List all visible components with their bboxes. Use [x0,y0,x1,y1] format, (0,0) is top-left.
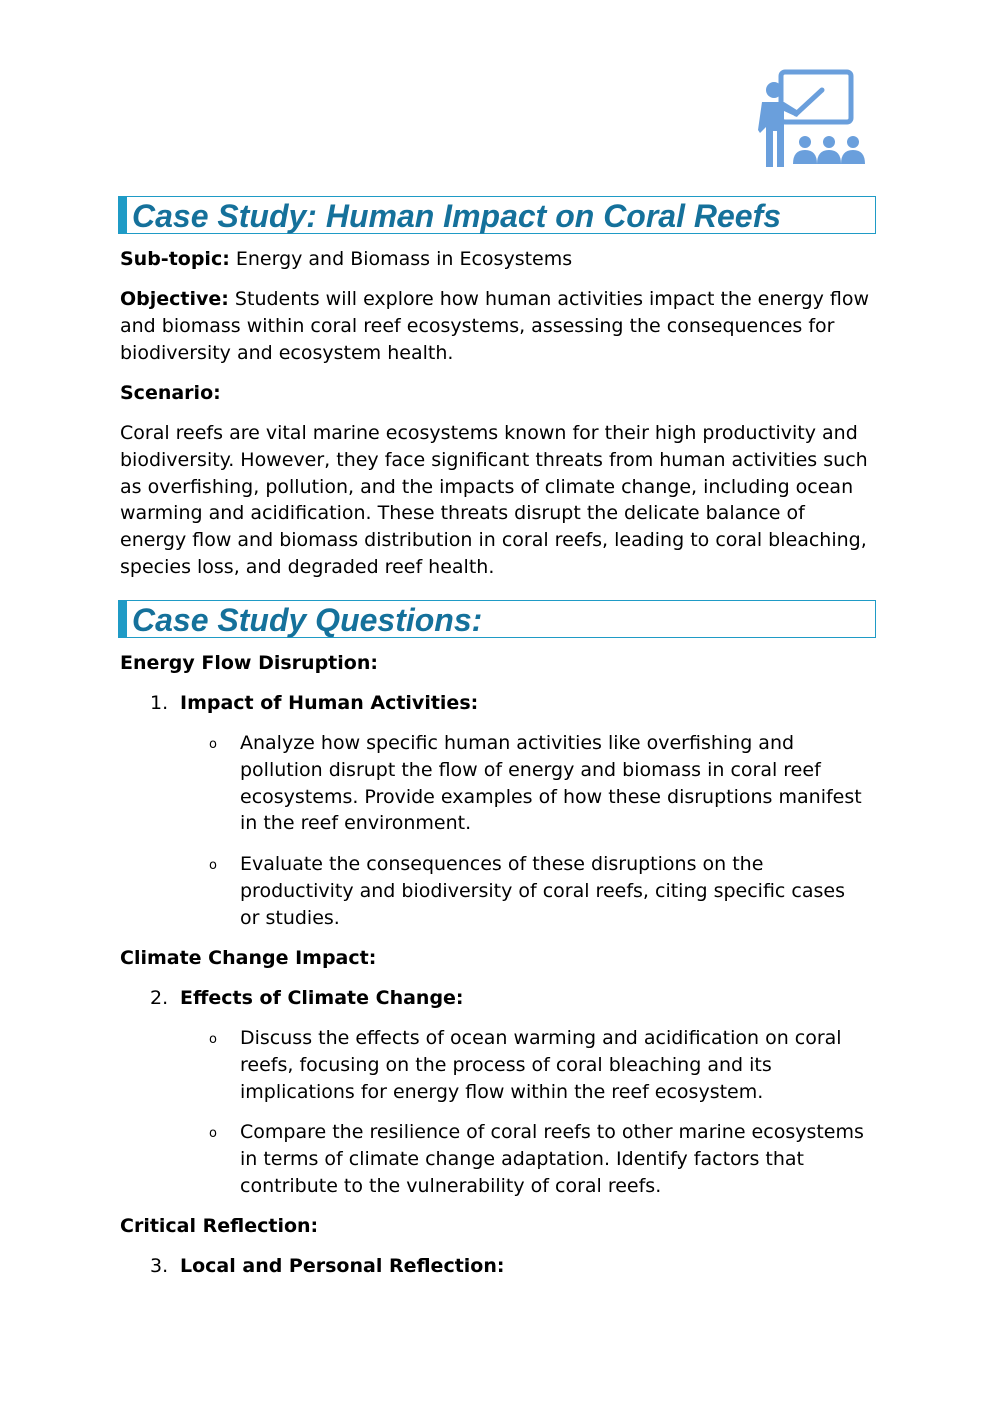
page-title: Case Study: Human Impact on Coral Reefs [132,198,782,234]
question-title: Impact of Human Activities: [180,692,479,714]
question-title: Local and Personal Reflection: [180,1255,505,1277]
section-heading [120,1213,880,1240]
questions-heading [118,600,876,638]
scenario-label-text: Scenario: [120,382,221,404]
question-number: 2. [150,987,169,1009]
question-bullet: Evaluate the consequences of these disruptions on the productivity and biodiversity of coral reefs, citing specific cases or studies. [240,853,845,929]
section-heading [120,945,880,972]
question-number: 3. [150,1255,169,1277]
bullet-icon: o [209,858,217,873]
question-bullet: Compare the resilience of coral reefs to other marine ecosystems in terms of climate change adaptation. Identify factors that contribute to the vulnerability of coral reefs. [240,1121,864,1197]
objective-label: Objective: [120,288,229,310]
bullet-icon: o [209,1032,217,1047]
bullet-icon: o [209,1126,217,1141]
section-heading-text: Critical Reflection: [120,1215,319,1237]
question-bullet: Analyze how specific human activities like overfishing and pollution disrupt the flow of energy and biomass in coral reef ecosystems. Provide examples of how these disruptions manifest in the reef environment. [240,732,862,835]
section-heading [120,650,880,677]
subtopic-label: Sub-topic: [120,248,230,270]
objective-paragraph [120,286,880,366]
question-title: Effects of Climate Change: [180,987,464,1009]
scenario-label [120,380,880,407]
objective-text: Students will explore how human activities impact the energy flow and biomass within coral reef ecosystems, assessing the consequences for biodiversity and ecosystem health. [120,288,870,364]
subtopic-line [120,246,880,273]
section-heading-text: Climate Change Impact: [120,947,377,969]
question-bullet: Discuss the effects of ocean warming and acidification on coral reefs, focusing on the process of coral bleaching and its implications for energy flow within the reef ecosystem. [240,1027,842,1103]
subtopic-text: Energy and Biomass in Ecosystems [229,248,573,270]
questions-heading-text: Case Study Questions: [132,602,483,638]
question-number: 1. [150,692,169,714]
section-heading-text: Energy Flow Disruption: [120,652,378,674]
teacher-presentation-icon [754,68,866,170]
bullet-icon: o [209,737,217,752]
scenario-paragraph: Coral reefs are vital marine ecosystems known for their high productivity and biodiversity. However, they face significant threats from human activities such as overfishing, pollution, and the impacts of climate change, including ocean warming and acidification. These threats disrupt the delicate balance of energy flow and biomass distribution in coral reefs, leading to coral bleaching, species loss, and degraded reef health. [120,422,868,578]
title-heading [118,196,876,234]
